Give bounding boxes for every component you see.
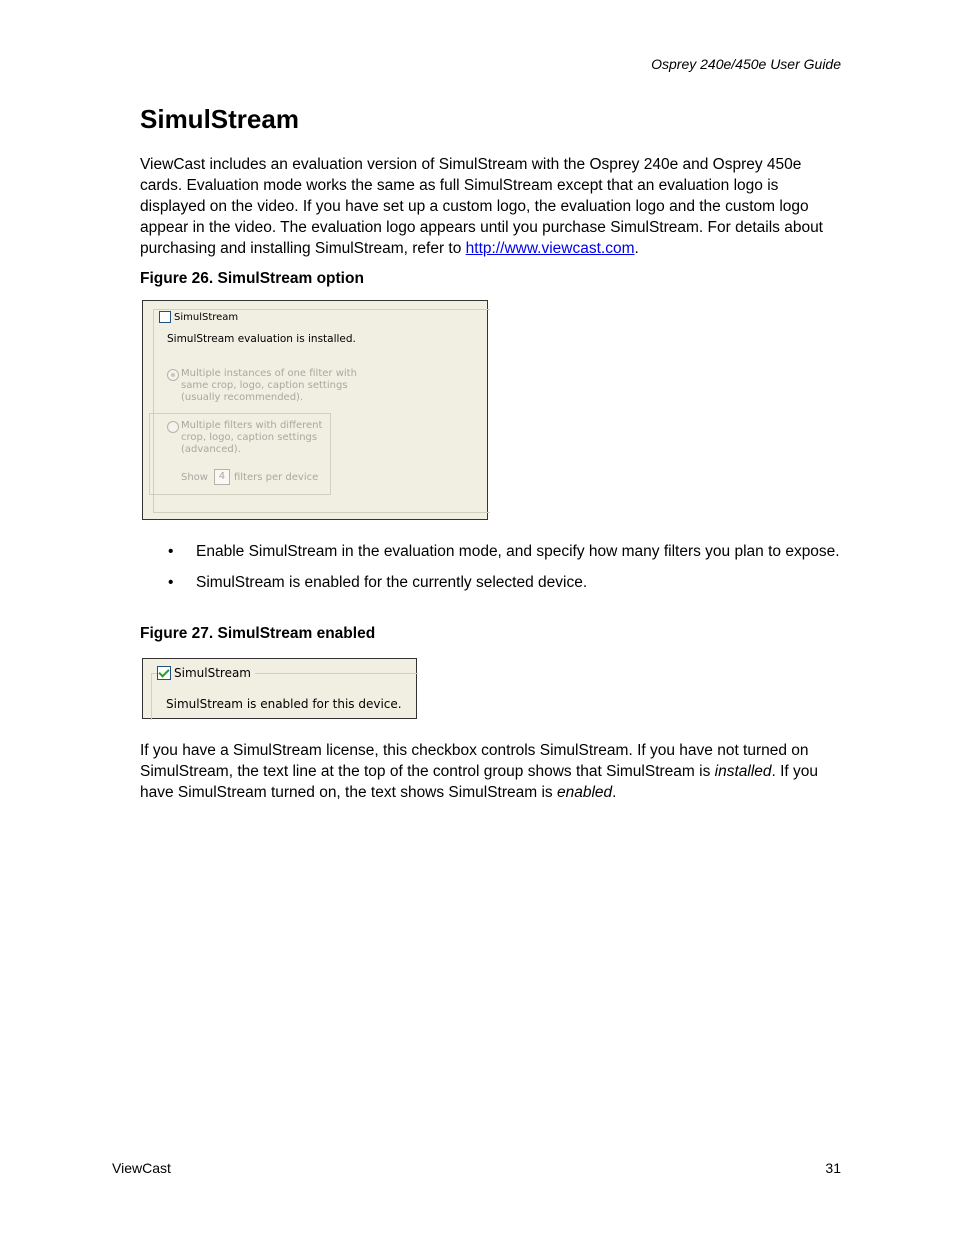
closing-text-3: . [612, 784, 617, 801]
radio-button-icon[interactable] [167, 369, 179, 381]
radio-option-multiple-instances[interactable] [167, 368, 357, 404]
simulstream-checkbox-row[interactable] [159, 311, 241, 323]
section-title: SimulStream [140, 104, 299, 134]
option2-line3: (advanced). [181, 444, 241, 455]
filters-per-device-row [181, 469, 318, 485]
closing-emphasis-installed: installed [714, 763, 772, 780]
figure-27-screenshot [142, 658, 417, 719]
radio-option-multiple-filters[interactable] [167, 420, 322, 456]
filter-count-input[interactable]: 4 [214, 469, 230, 485]
show-label: Show [181, 471, 208, 483]
closing-text-1: If you have a SimulStream license, this checkbox controls SimulStream. If you have not turned on SimulStream, the text line at the top of the control group shows that SimulStream is [140, 742, 809, 780]
option1-line3: (usually recommended). [181, 392, 304, 403]
bullet-list [168, 541, 840, 603]
simulstream-checkbox-label: SimulStream [174, 311, 239, 323]
simulstream-checkbox-row[interactable] [157, 666, 255, 680]
option2-line2: crop, logo, caption settings [181, 432, 318, 443]
evaluation-status-text: SimulStream evaluation is installed. [167, 333, 356, 345]
page-number: 31 [825, 1160, 841, 1176]
bullet-text: SimulStream is enabled for the currently selected device. [196, 574, 588, 591]
figure-27-caption: Figure 27. SimulStream enabled [140, 625, 376, 642]
option2-line1: Multiple filters with different [181, 420, 323, 431]
figure-26-screenshot [142, 300, 488, 520]
footer-company: ViewCast [112, 1160, 171, 1176]
option1-line1: Multiple instances of one filter with [181, 368, 357, 379]
running-header: Osprey 240e/450e User Guide [651, 56, 841, 72]
enabled-status-text: SimulStream is enabled for this device. [166, 697, 402, 711]
figure-26-caption: Figure 26. SimulStream option [140, 270, 364, 287]
closing-paragraph [140, 740, 840, 803]
intro-paragraph [140, 154, 840, 259]
radio-button-icon[interactable] [167, 421, 179, 433]
bullet-icon: • [168, 543, 174, 560]
viewcast-link[interactable]: http://www.viewcast.com [465, 240, 635, 257]
intro-text: ViewCast includes an evaluation version of SimulStream with the Osprey 240e and Osprey 450e cards. Evaluation mode works the same as full SimulStream except that an evaluation logo is displayed on the video. If you have set up a custom logo, the evaluation logo and the custom logo appear in the video. The evaluation logo appears until you purchase SimulStream. For details about purchasing and installing SimulStream, refer to [140, 156, 823, 257]
closing-text-2: . If you have SimulStream turned on, the text shows SimulStream is [140, 763, 819, 801]
option1-line2: same crop, logo, caption settings [181, 380, 348, 391]
filters-per-device-label: filters per device [233, 471, 319, 483]
list-item [168, 541, 840, 562]
closing-emphasis-enabled: enabled [556, 784, 613, 801]
list-item [168, 572, 840, 593]
bullet-icon: • [168, 574, 174, 591]
intro-text-end: . [634, 240, 639, 257]
simulstream-checkbox-label: SimulStream [174, 666, 251, 680]
simulstream-checked-checkbox[interactable] [157, 666, 171, 680]
bullet-text: Enable SimulStream in the evaluation mode, and specify how many filters you plan to expose. [196, 543, 840, 560]
simulstream-checkbox[interactable] [159, 311, 171, 323]
